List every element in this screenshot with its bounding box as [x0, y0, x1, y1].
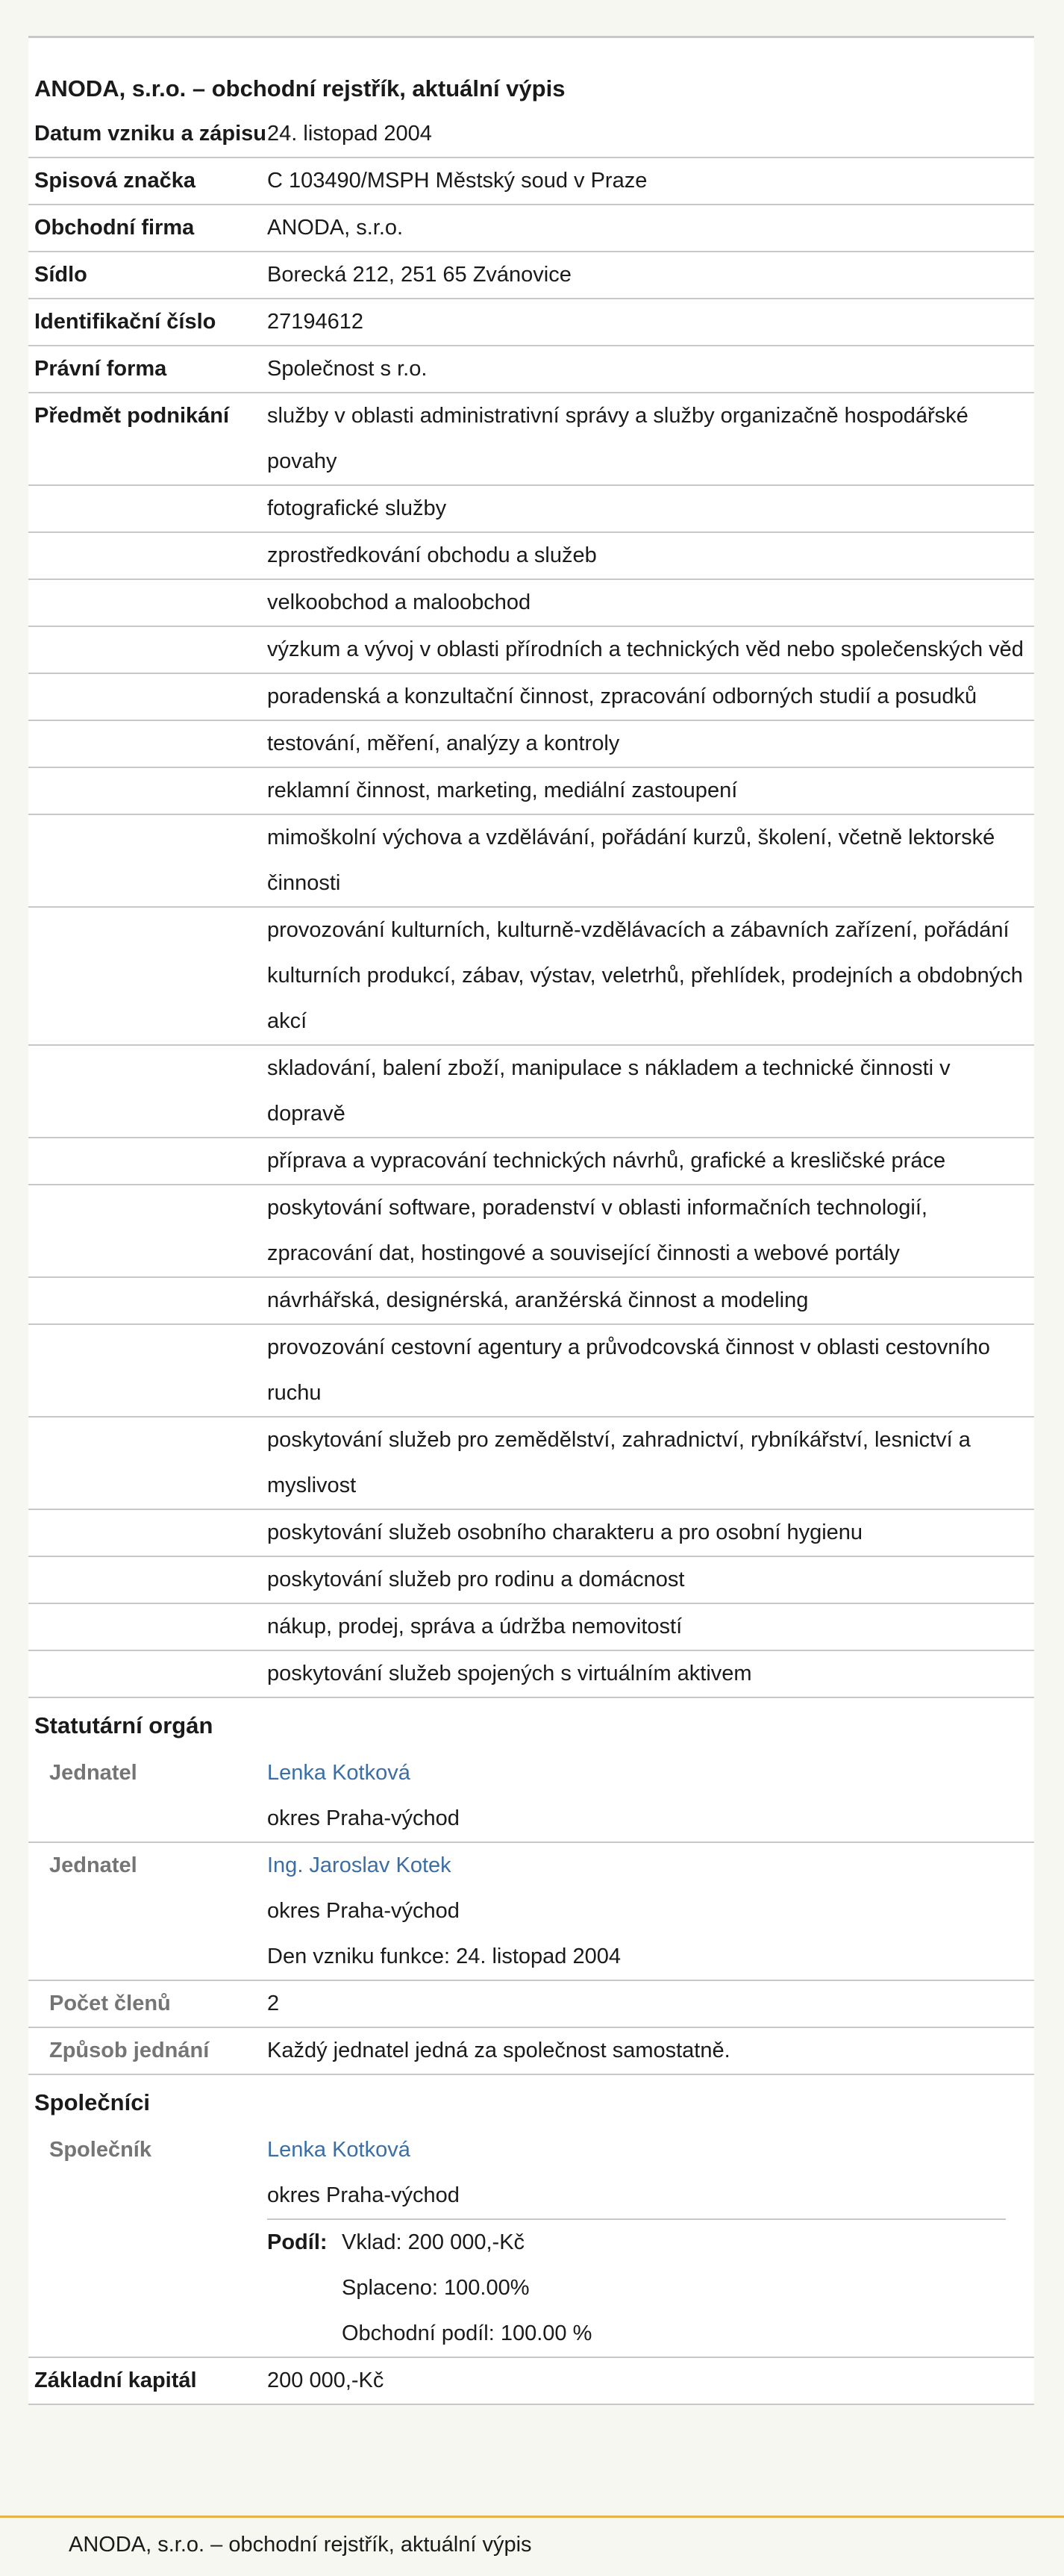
value-zpusob-jednani: Každý jednatel jedná za společnost samostatně.	[267, 2027, 1034, 2074]
predmet-label-spacer	[28, 579, 267, 626]
predmet-row	[28, 1324, 1034, 1417]
person-link-lenka-kotkova[interactable]: Lenka Kotková	[267, 1761, 410, 1785]
predmet-item: nákup, prodej, správa a údržba nemovitostí	[267, 1603, 1034, 1650]
section-heading-statutarni: Statutární orgán	[34, 1712, 213, 1738]
value-pravni-forma: Společnost s r.o.	[267, 346, 1034, 393]
row-pravni-forma	[28, 346, 1034, 393]
label-pocet-clenu: Počet členů	[28, 1980, 267, 2027]
label-datum-vzniku: Datum vzniku a zápisu	[28, 111, 267, 158]
predmet-label-spacer	[28, 673, 267, 720]
predmet-item: testování, měření, analýzy a kontroly	[267, 720, 1034, 767]
footer-title: ANODA, s.r.o. – obchodní rejstřík, aktuální výpis	[69, 2533, 532, 2557]
row-jednatel-2	[28, 1842, 1034, 1980]
value-datum-vzniku: 24. listopad 2004	[267, 111, 1034, 158]
value-sidlo: Borecká 212, 251 65 Zvánovice	[267, 252, 1034, 299]
page-title: ANODA, s.r.o. – obchodní rejstřík, aktuální výpis	[34, 75, 566, 102]
jednatel-1-okres: okres Praha-východ	[267, 1806, 460, 1830]
predmet-label-spacer	[28, 814, 267, 907]
predmet-row	[28, 720, 1034, 767]
podil-block	[267, 2218, 1006, 2357]
predmet-item: velkoobchod a maloobchod	[267, 579, 1034, 626]
person-link-jaroslav-kotek[interactable]: Ing. Jaroslav Kotek	[267, 1853, 451, 1877]
predmet-item: návrhářská, designérská, aranžérská činnost a modeling	[267, 1277, 1034, 1324]
register-extract	[28, 38, 1034, 2405]
predmet-item: provozování cestovní agentury a průvodcovská činnost v oblasti cestovního ruchu	[267, 1324, 1034, 1417]
row-jednatel-1	[28, 1750, 1034, 1842]
predmet-item: služby v oblasti administrativní správy a služby organizačně hospodářské povahy	[267, 393, 1034, 485]
label-predmet-podnikani: Předmět podnikání	[28, 393, 267, 485]
predmet-item: příprava a vypracování technických návrhů, grafické a kresličské práce	[267, 1138, 1034, 1185]
predmet-row	[28, 1509, 1034, 1556]
predmet-item: poskytování služeb pro rodinu a domácnost	[267, 1556, 1034, 1603]
predmet-label-spacer	[28, 767, 267, 814]
jednatel-2-vznik-funkce: Den vzniku funkce: 24. listopad 2004	[267, 1945, 621, 1968]
jednatel-2-okres: okres Praha-východ	[267, 1899, 460, 1923]
predmet-label-spacer	[28, 532, 267, 579]
predmet-row	[28, 626, 1034, 673]
predmet-row	[28, 1650, 1034, 1697]
podil-obchodni: Obchodní podíl: 100.00 %	[342, 2321, 592, 2345]
predmet-item: poskytování služeb osobního charakteru a pro osobní hygienu	[267, 1509, 1034, 1556]
predmet-label-spacer	[28, 1603, 267, 1650]
predmet-row	[28, 1603, 1034, 1650]
predmet-item: skladování, balení zboží, manipulace s nákladem a technické činnosti v dopravě	[267, 1045, 1034, 1138]
label-pravni-forma: Právní forma	[28, 346, 267, 393]
row-zakladni-kapital	[28, 2357, 1034, 2404]
predmet-row	[28, 1417, 1034, 1509]
predmet-row	[28, 1185, 1034, 1277]
predmet-label-spacer	[28, 1185, 267, 1277]
predmet-label-spacer	[28, 1138, 267, 1185]
predmet-label-spacer	[28, 626, 267, 673]
label-zpusob-jednani: Způsob jednání	[28, 2027, 267, 2074]
predmet-label-spacer	[28, 1277, 267, 1324]
label-ico: Identifikační číslo	[28, 299, 267, 346]
predmet-row	[28, 1556, 1034, 1603]
label-obchodni-firma: Obchodní firma	[28, 205, 267, 252]
predmet-label-spacer	[28, 720, 267, 767]
predmet-podnikani-list	[28, 393, 1034, 1697]
predmet-item: fotografické služby	[267, 485, 1034, 532]
label-sidlo: Sídlo	[28, 252, 267, 299]
predmet-item: poskytování software, poradenství v oblasti informačních technologií, zpracování dat, hostingové a související činnosti a webové portály	[267, 1185, 1034, 1277]
predmet-item: poskytování služeb pro zemědělství, zahradnictví, rybníkářství, lesnictví a myslivost	[267, 1417, 1034, 1509]
predmet-item: poskytování služeb spojených s virtuálním aktivem	[267, 1650, 1034, 1697]
value-zakladni-kapital: 200 000,-Kč	[267, 2357, 1034, 2404]
row-spisova-znacka	[28, 158, 1034, 205]
label-spolecnik: Společník	[28, 2127, 267, 2357]
row-ico	[28, 299, 1034, 346]
section-statutarni-organ	[28, 1697, 1034, 1750]
podil-splaceno: Splaceno: 100.00%	[342, 2276, 530, 2300]
predmet-label-spacer	[28, 1417, 267, 1509]
predmet-row	[28, 1138, 1034, 1185]
predmet-item: zprostředkování obchodu a služeb	[267, 532, 1034, 579]
predmet-label-spacer	[28, 1324, 267, 1417]
predmet-row	[28, 814, 1034, 907]
predmet-item: provozování kulturních, kulturně-vzdělávacích a zábavních zařízení, pořádání kulturních produkcí, zábav, výstav, veletrhů, přehlídek, prodejních a obdobných akcí	[267, 907, 1034, 1045]
predmet-row	[28, 673, 1034, 720]
row-spolecnik	[28, 2127, 1034, 2357]
predmet-label-spacer	[28, 1556, 267, 1603]
predmet-item: poradenská a konzultační činnost, zpracování odborných studií a posudků	[267, 673, 1034, 720]
value-obchodni-firma: ANODA, s.r.o.	[267, 205, 1034, 252]
predmet-item: výzkum a vývoj v oblasti přírodních a technických věd nebo společenských věd	[267, 626, 1034, 673]
predmet-label-spacer	[28, 907, 267, 1045]
predmet-row	[28, 1045, 1034, 1138]
label-jednatel-2: Jednatel	[28, 1842, 267, 1980]
predmet-label-spacer	[28, 1509, 267, 1556]
predmet-item: reklamní činnost, marketing, mediální zastoupení	[267, 767, 1034, 814]
predmet-row	[28, 393, 1034, 485]
label-zakladni-kapital: Základní kapitál	[28, 2357, 267, 2404]
predmet-row	[28, 1277, 1034, 1324]
predmet-item: mimoškolní výchova a vzdělávání, pořádání kurzů, školení, včetně lektorské činnosti	[267, 814, 1034, 907]
register-table	[28, 111, 1034, 2405]
row-sidlo	[28, 252, 1034, 299]
spolecnik-okres: okres Praha-východ	[267, 2183, 460, 2207]
predmet-row	[28, 485, 1034, 532]
row-zpusob-jednani	[28, 2027, 1034, 2074]
predmet-row	[28, 907, 1034, 1045]
predmet-label-spacer	[28, 1045, 267, 1138]
section-spolecnici	[28, 2074, 1034, 2127]
value-spisova-znacka: C 103490/MSPH Městský soud v Praze	[267, 158, 1034, 205]
predmet-row	[28, 579, 1034, 626]
predmet-label-spacer	[28, 485, 267, 532]
label-spisova-znacka: Spisová značka	[28, 158, 267, 205]
row-obchodni-firma	[28, 205, 1034, 252]
label-jednatel-1: Jednatel	[28, 1750, 267, 1842]
value-pocet-clenu: 2	[267, 1980, 1034, 2027]
podil-label: Podíl:	[267, 2230, 328, 2254]
person-link-spolecnik[interactable]: Lenka Kotková	[267, 2138, 410, 2162]
row-datum-vzniku	[28, 111, 1034, 158]
value-ico: 27194612	[267, 299, 1034, 346]
section-heading-spolecnici: Společníci	[34, 2089, 151, 2115]
row-pocet-clenu	[28, 1980, 1034, 2027]
predmet-row	[28, 767, 1034, 814]
footer-bar	[0, 2516, 1064, 2576]
podil-vklad: Vklad: 200 000,-Kč	[342, 2230, 525, 2254]
predmet-label-spacer	[28, 1650, 267, 1697]
predmet-row	[28, 532, 1034, 579]
